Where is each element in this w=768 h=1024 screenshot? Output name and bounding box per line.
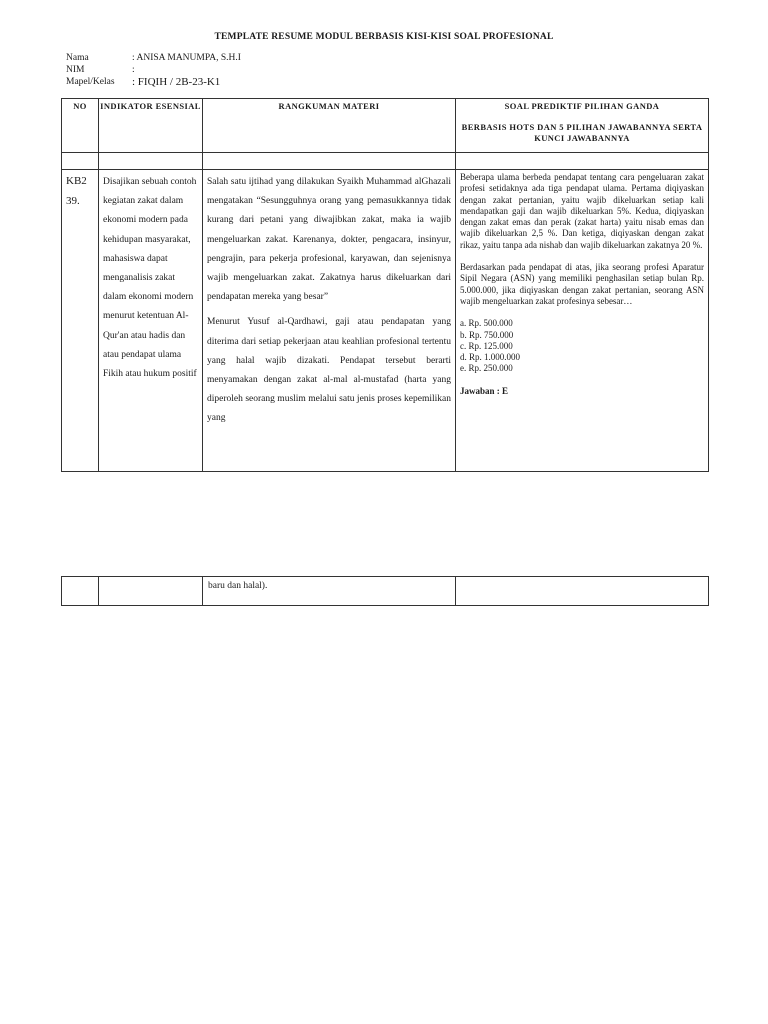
continuation-text: baru dan halal). [208, 581, 268, 591]
option-d: d. Rp. 1.000.000 [460, 352, 521, 363]
soal-paragraph-2: Berdasarkan pada pendapat di atas, jika seorang profesi Aparatur Sipil Negara (ASN) yang memiliki penghasilan setiap bulan Rp. 5.000.000, jika diqiyaskan dengan zakat pertanian, seorang ASN wajib mengeluarkan zakat profesinya sebesar… [460, 262, 704, 306]
kelas-value: : FIQIH / 2B-23-K1 [132, 76, 221, 88]
header-soal [456, 99, 709, 153]
option-b: b. Rp. 750.000 [460, 329, 514, 340]
table-empty-row [62, 153, 709, 170]
rangkuman-paragraph-1: Salah satu ijtihad yang dilakukan Syaikh Muhammad alGhazali mengatakan “Sesungguhnya orang yang pemasukkannya tidak kurang dari petani yang diwajibkan zakat, maka ia wajib mengeluarkan zakat. Karenanya, dokter, pengacara, insinyur, pengrajin, para pekerja profesional, karyawan, dan sejenisnya wajib mengeluarkan zakat. Zakatnya harus dikeluarkan dari pendapatan mereka yang besar” [207, 177, 451, 303]
soal-paragraph-1: Beberapa ulama berbeda pendapat tentang cara pengeluaran zakat profesi setidaknya ada tiga pendapat ulama. Pertama diqiyaskan dengan zakat pertanian, yaitu wajib dikeluarkan setiap kali mendapatkan gaji dan wajib dikeluarkan 5%. Kedua, diqiyaskan dengan zakat emas dan perak (zakat harta) yaitu nisab emas dan wajib dikeluarkan 2,5 %. Dan ketiga, diqiyaskan dengan zakat rikaz, yaitu tanpa ada nishab dan wajib dikeluarkan zakatnya 20 %. [460, 172, 704, 250]
row-rangkuman [203, 170, 456, 472]
continuation-table [61, 576, 709, 606]
row-indikator: Disajikan sebuah contoh kegiatan zakat dalam ekonomi modern pada kehidupan masyarakat, mahasiswa dapat menganalisis zakat dalam ekonomi modern menurut ketentuan Al-Qur'an atau hadis dan atau pendapat ulama Fikih atau hukum positif [99, 170, 203, 472]
option-c: c. Rp. 125.000 [460, 340, 513, 351]
table-header-row [62, 99, 709, 153]
row-soal [456, 170, 709, 472]
nama-label: Nama [66, 53, 89, 63]
row-no: KB2 39. [62, 170, 99, 472]
header-soal-line2: BERBASIS HOTS DAN 5 PILIHAN JAWABANNYA SERTA KUNCI JAWABANNYA [461, 122, 703, 143]
option-a: a. Rp. 500.000 [460, 318, 513, 329]
header-soal-line1: SOAL PREDIKTIF PILIHAN GANDA [504, 101, 660, 111]
nim-value: : [132, 65, 135, 75]
resume-table [61, 98, 709, 472]
continuation-row [62, 577, 709, 606]
table-row [62, 170, 709, 472]
nama-value: : ANISA MANUMPA, S.H.I [132, 53, 241, 63]
answer-key: Jawaban : E [460, 385, 509, 396]
option-e: e. Rp. 250.000 [460, 363, 513, 374]
rangkuman-paragraph-2: Menurut Yusuf al-Qardhawi, gaji atau pendapatan yang diterima dari setiap pekerjaan atau keahlian profesional tertentu yang halal wajib dizakati. Pendapat tersebut berarti menyamakan dengan zakat al-mal al-mustafad (harta yang diperoleh seorang muslim melalui satu jenis proses kepemilikan yang [207, 317, 451, 424]
kelas-label: Mapel/Kelas [66, 77, 115, 87]
nim-label: NIM [66, 65, 85, 75]
header-rangkuman: RANGKUMAN MATERI [203, 99, 456, 153]
header-no: NO [62, 99, 99, 153]
answer-options [460, 318, 704, 374]
document-title: TEMPLATE RESUME MODUL BERBASIS KISI-KISI SOAL PROFESIONAL [214, 32, 554, 42]
header-indikator: INDIKATOR ESENSIAL [99, 99, 203, 153]
